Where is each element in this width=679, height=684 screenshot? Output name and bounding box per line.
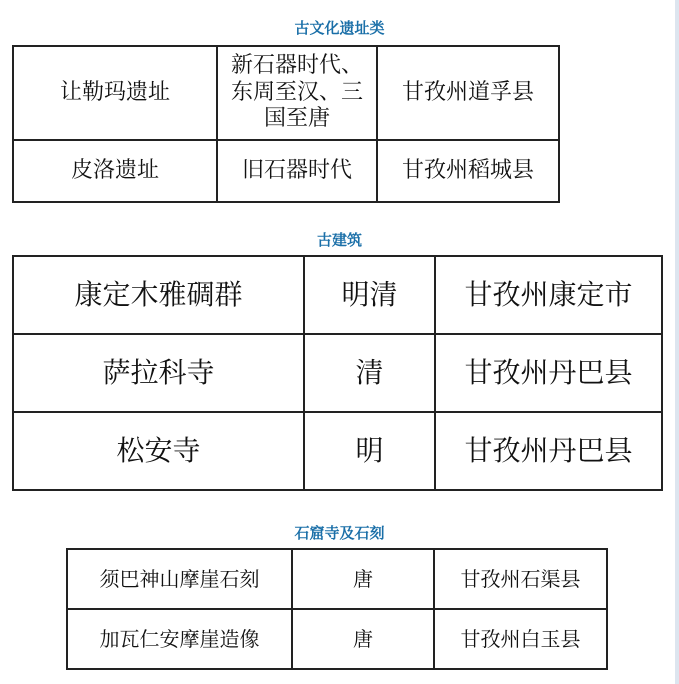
location-cell: 甘孜州丹巴县 [435,412,662,490]
section-title-ancient-sites: 古文化遗址类 [294,19,385,37]
site-name-cell: 康定木雅碉群 [13,256,304,334]
location-cell: 甘孜州丹巴县 [435,334,662,412]
table-row [13,46,559,140]
period-cell: 新石器时代、东周至汉、三国至唐 [217,46,377,140]
period-cell: 明 [304,412,435,490]
site-name-cell: 松安寺 [13,412,304,490]
period-cell: 唐 [292,609,434,669]
location-cell: 甘孜州石渠县 [434,549,607,609]
page-right-edge [675,0,679,684]
table-row [13,256,662,334]
table-row [13,140,559,202]
location-cell: 甘孜州康定市 [435,256,662,334]
site-name-cell: 让勒玛遗址 [13,46,217,140]
site-name-cell: 萨拉科寺 [13,334,304,412]
table-row [13,334,662,412]
location-cell: 甘孜州稻城县 [377,140,559,202]
table-ancient-buildings [12,255,663,491]
table-row [67,549,607,609]
table-row [67,609,607,669]
site-name-cell: 皮洛遗址 [13,140,217,202]
table-row [13,412,662,490]
table-grottoes-carvings [66,548,608,670]
period-cell: 明清 [304,256,435,334]
table-ancient-sites [12,45,560,203]
period-cell: 清 [304,334,435,412]
location-cell: 甘孜州道孚县 [377,46,559,140]
section-title-ancient-buildings: 古建筑 [316,231,362,249]
section-title-grottoes-carvings: 石窟寺及石刻 [294,524,385,542]
period-cell: 唐 [292,549,434,609]
site-name-cell: 加瓦仁安摩崖造像 [67,609,292,669]
site-name-cell: 须巴神山摩崖石刻 [67,549,292,609]
location-cell: 甘孜州白玉县 [434,609,607,669]
period-cell: 旧石器时代 [217,140,377,202]
